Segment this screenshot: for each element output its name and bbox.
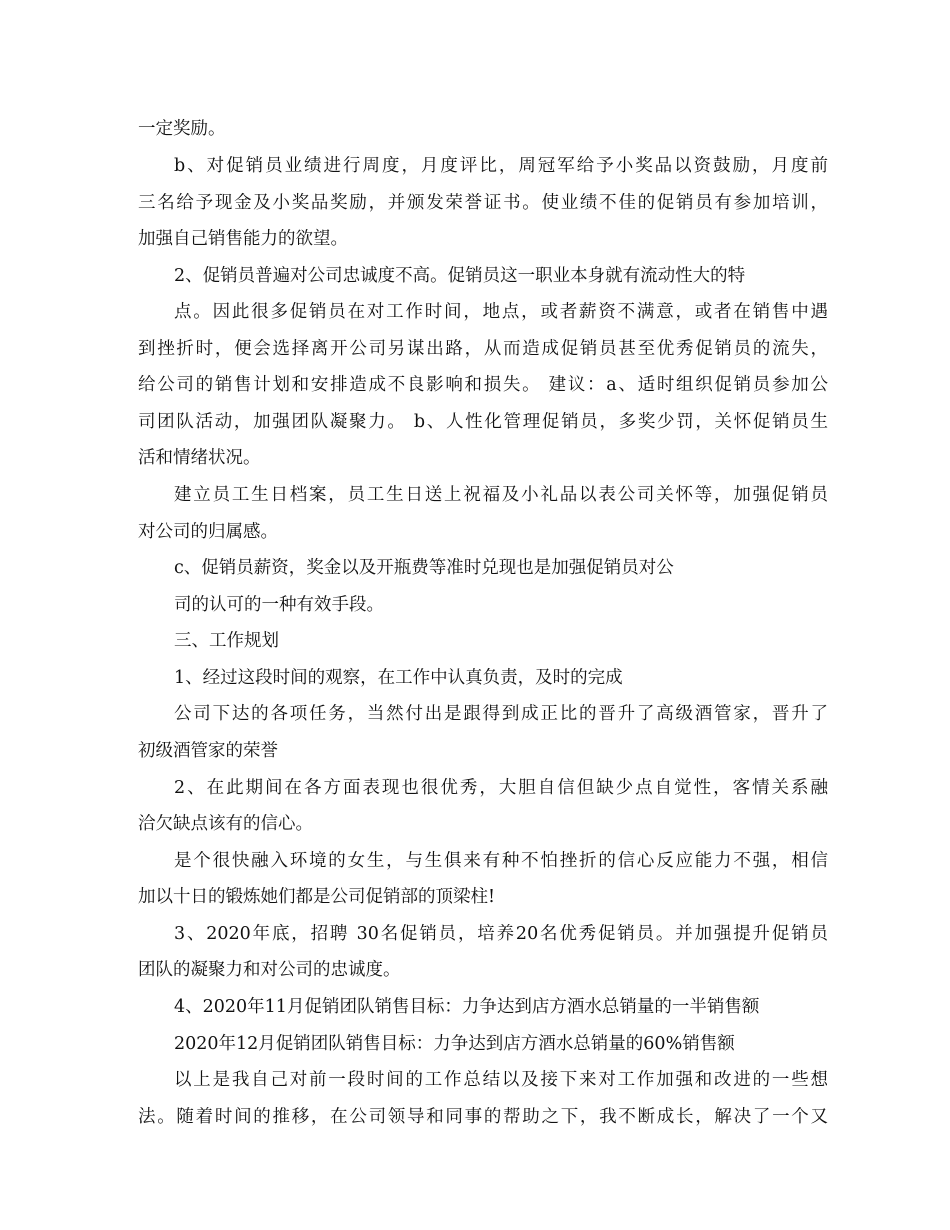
text-line: 对公司的归属感。 (138, 522, 278, 542)
text-line: 活和情绪状况。 (138, 448, 261, 468)
text-line: 4、2020年11月促销团队销售目标：力争达到店方酒水总销量的一半销售额 (174, 997, 760, 1017)
section-heading: 三、工作规划 (174, 631, 279, 651)
text-line: 一定奖励。 (138, 119, 226, 139)
text-line: 初级酒管家的荣誉 (138, 741, 278, 761)
text-line: 公司下达的各项任务，当然付出是跟得到成正比的晋升了高级酒管家，晋升了 (174, 704, 828, 724)
text-line: 1、经过这段时间的观察，在工作中认真负责，及时的完成 (174, 668, 623, 688)
text-line: 是个很快融入环境的女生，与生俱来有种不怕挫折的信心反应能力不强，相信 (174, 851, 828, 871)
text-line: 团队的凝聚力和对公司的忠诚度。 (138, 960, 401, 980)
text-line: 以上是我自己对前一段时间的工作总结以及接下来对工作加强和改进的一些想 (174, 1070, 828, 1090)
text-line: 司团队活动，加强团队凝聚力。 b、人性化管理促销员，多奖少罚，关怀促销员生 (138, 412, 828, 432)
text-line: 三名给予现金及小奖品奖励，并颁发荣誉证书。使业绩不佳的促销员有参加培训， (138, 193, 828, 213)
text-line: b、对促销员业绩进行周度，月度评比，周冠军给予小奖品以资鼓励，月度前 (174, 156, 828, 176)
text-line: 洽欠缺点该有的信心。 (138, 814, 313, 834)
text-line: 到挫折时，便会选择离开公司另谋出路，从而造成促销员甚至优秀促销员的流失， (138, 339, 828, 359)
text-line: 司的认可的一种有效手段。 (174, 595, 384, 615)
text-line: 法。随着时间的推移，在公司领导和同事的帮助之下，我不断成长，解决了一个又 (138, 1107, 828, 1127)
text-line: 建立员工生日档案，员工生日送上祝福及小礼品以表公司关怀等，加强促销员 (174, 485, 828, 505)
text-line: 3、2020年底，招聘 30名促销员，培养20名优秀促销员。并加强提升促销员 (174, 924, 828, 944)
text-line: 点。因此很多促销员在对工作时间，地点，或者薪资不满意，或者在销售中遇 (174, 302, 828, 322)
text-line: c、促销员薪资，奖金以及开瓶费等准时兑现也是加强促销员对公 (174, 558, 674, 578)
text-line: 2020年12月促销团队销售目标：力争达到店方酒水总销量的60%销售额 (174, 1034, 735, 1054)
text-line: 加以十日的锻炼她们都是公司促销部的顶梁柱! (138, 887, 496, 907)
text-line: 加强自己销售能力的欲望。 (138, 229, 348, 249)
text-line: 2、在此期间在各方面表现也很优秀，大胆自信但缺少点自觉性，客情关系融 (174, 778, 828, 798)
text-line: 给公司的销售计划和安排造成不良影响和损失。 建议：a、适时组织促销员参加公 (138, 375, 828, 395)
text-line: 2、促销员普遍对公司忠诚度不高。促销员这一职业本身就有流动性大的特 (174, 266, 746, 286)
